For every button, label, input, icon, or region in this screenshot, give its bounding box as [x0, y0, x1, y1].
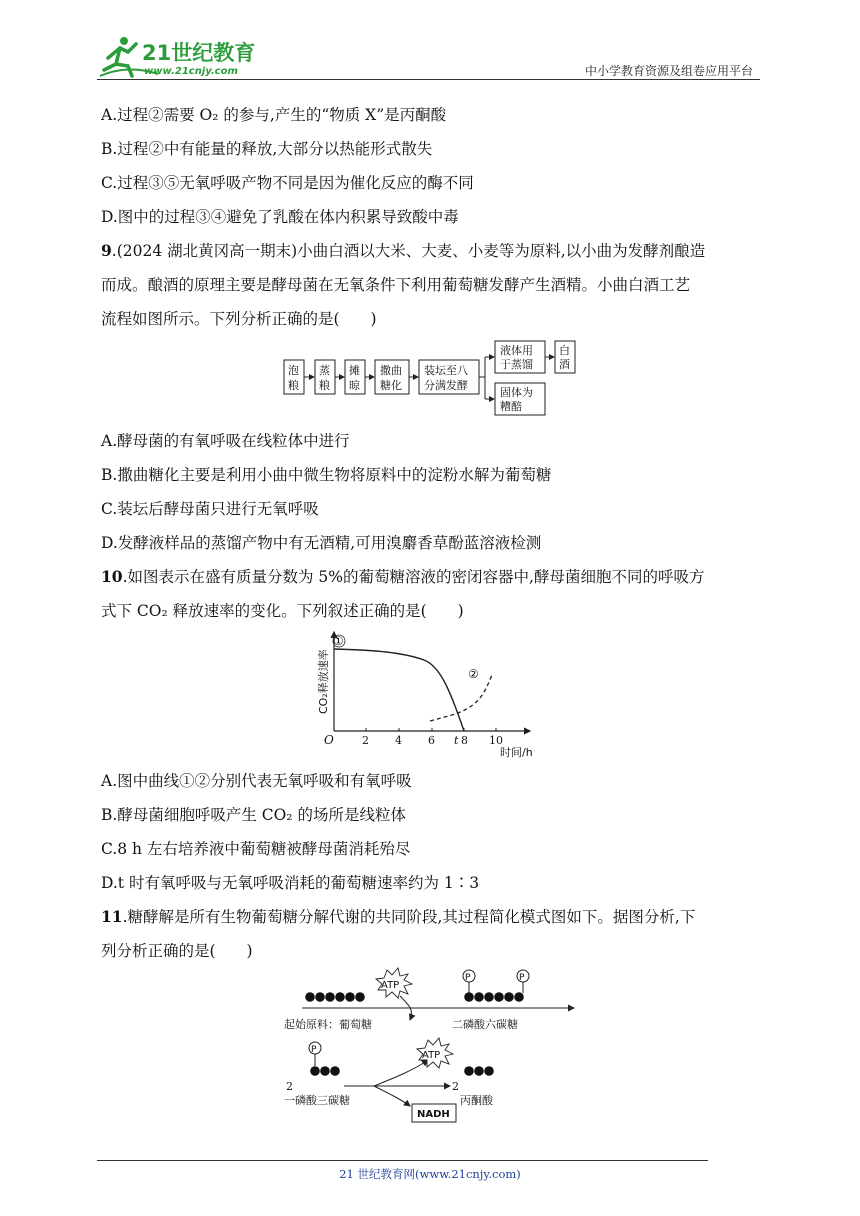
coef-pyruvate: 2 [452, 1080, 459, 1093]
svg-text:摊: 摊 [349, 364, 360, 377]
svg-text:于蒸馏: 于蒸馏 [500, 358, 533, 371]
q10-chart [312, 628, 552, 760]
svg-text:泡: 泡 [288, 364, 299, 377]
phospho-triose-molecule [309, 1042, 340, 1076]
svg-text:ATP: ATP [422, 1050, 441, 1061]
q9-option-c: C.装坛后酵母菌只进行无氧呼吸 [101, 500, 319, 518]
q10-option-b: B.酵母菌细胞呼吸产生 CO₂ 的场所是线粒体 [101, 806, 406, 824]
nadh-box [412, 1104, 456, 1122]
q8-option-c: C.过程③⑤无氧呼吸产物不同是因为催化反应的酶不同 [101, 174, 474, 192]
q9-stem-line-3: 流程如图所示。下列分析正确的是( ) [101, 310, 377, 328]
svg-text:ATP: ATP [381, 980, 400, 991]
x-tick-6: 6 [428, 734, 435, 747]
logo [98, 34, 258, 80]
q10-option-c: C.8 h 左右培养液中葡萄糖被酵母菌消耗殆尽 [101, 840, 411, 858]
q8-option-d: D.图中的过程③④避免了乳酸在体内积累导致酸中毒 [101, 208, 459, 226]
svg-text:液体用: 液体用 [500, 344, 533, 357]
svg-text:P: P [311, 1045, 317, 1055]
svg-text:粮: 粮 [319, 379, 330, 392]
q9-option-b: B.撒曲糖化主要是利用小曲中微生物将原料中的淀粉水解为葡萄糖 [101, 466, 552, 484]
flow-step-steam [315, 360, 335, 394]
q10-option-d: D.t 时有氧呼吸与无氧呼吸消耗的葡萄糖速率约为 1∶3 [101, 874, 480, 892]
svg-text:粮: 粮 [288, 379, 299, 392]
curve-1 [334, 649, 464, 731]
svg-text:固体为: 固体为 [500, 386, 533, 399]
q11-stem-line-2: 列分析正确的是( ) [101, 942, 253, 960]
logo-url: www.21cnjy.com [144, 66, 238, 77]
flow-step-saccharify [375, 360, 409, 394]
q10-stem-line-2: 式下 CO₂ 释放速率的变化。下列叙述正确的是( ) [101, 602, 464, 620]
origin-label: O [324, 733, 334, 747]
glucose-molecule [305, 992, 365, 1002]
x-tick-t: t [454, 734, 459, 747]
bisphosphate-hexose-molecule [463, 970, 529, 1002]
x-axis-label: 时间/h [500, 746, 533, 759]
footer-text: 21 世纪教育网(www.21cnjy.com) [339, 1167, 521, 1181]
x-tick-10: 10 [489, 734, 503, 747]
flow-step-soak [284, 360, 304, 394]
coef-triose: 2 [286, 1080, 293, 1093]
q9-number: 9 [101, 241, 112, 260]
curve-2-label: ② [468, 667, 479, 681]
label-start-glucose: 起始原料：葡萄糖 [284, 1018, 372, 1031]
svg-text:蒸: 蒸 [319, 364, 330, 377]
svg-text:P: P [465, 973, 471, 983]
svg-text:晾: 晾 [349, 379, 360, 392]
logo-text: 21世纪教育 [142, 41, 256, 65]
flow-end-liquor [555, 341, 575, 373]
page-header [0, 0, 860, 84]
flow-step-ferment [419, 360, 479, 394]
atp-burst-icon [376, 968, 412, 998]
svg-text:白: 白 [559, 344, 570, 357]
q9-option-d: D.发酵液样品的蒸馏产物中有无酒精,可用溴麝香草酚蓝溶液检测 [101, 534, 542, 552]
x-tick-4: 4 [395, 734, 402, 747]
svg-text:装坛至八: 装坛至八 [424, 364, 468, 377]
svg-text:糖化: 糖化 [380, 379, 402, 392]
y-axis-label: CO₂释放速率 [317, 649, 330, 714]
flow-branch-solid [495, 383, 545, 415]
flow-branch-liquid [495, 341, 545, 373]
curve-1-label: ① [333, 634, 344, 648]
q9-flowchart [282, 340, 578, 418]
flow-step-cool [345, 360, 365, 394]
q10-option-a: A.图中曲线①②分别代表无氧呼吸和有氧呼吸 [101, 772, 412, 790]
q8-option-a: A.过程②需要 O₂ 的参与,产生的“物质 X”是丙酮酸 [101, 106, 447, 124]
svg-text:酒: 酒 [559, 358, 570, 371]
q9-stem-line-1: 9.(2024 湖北黄冈高一期末)小曲白酒以大米、大麦、小麦等为原料,以小曲为发酵剂酿造 [101, 241, 706, 260]
curve-2 [430, 675, 492, 721]
svg-text:P: P [519, 973, 525, 983]
platform-name: 中小学教育资源及组卷应用平台 [585, 64, 754, 78]
q9-option-a: A.酵母菌的有氧呼吸在线粒体中进行 [101, 432, 350, 450]
q11-glycolysis-diagram [282, 966, 582, 1126]
label-phospho-triose: 一磷酸三碳糖 [284, 1094, 350, 1107]
label-bisphosphate-hexose: 二磷酸六碳糖 [452, 1018, 518, 1031]
q10-stem-line-1: 10.如图表示在盛有质量分数为 5%的葡萄糖溶液的密闭容器中,酵母菌细胞不同的呼吸方 [101, 567, 705, 586]
header-rule [97, 79, 760, 80]
q9-stem-line-2: 而成。酿酒的原理主要是酵母菌在无氧条件下利用葡萄糖发酵产生酒精。小曲白酒工艺 [101, 276, 691, 294]
svg-text:NADH: NADH [417, 1109, 450, 1120]
x-tick-2: 2 [362, 734, 369, 747]
svg-text:分满发酵: 分满发酵 [424, 379, 468, 392]
q11-stem-line-1: 11.糖酵解是所有生物葡萄糖分解代谢的共同阶段,其过程简化模式图如下。据图分析,下 [101, 907, 696, 926]
q11-number: 11 [101, 907, 123, 926]
svg-text:撒曲: 撒曲 [380, 364, 402, 377]
q8-option-b: B.过程②中有能量的释放,大部分以热能形式散失 [101, 140, 433, 158]
label-pyruvate: 丙酮酸 [460, 1094, 493, 1107]
svg-text:糟醅: 糟醅 [500, 400, 522, 413]
q10-number: 10 [101, 567, 123, 586]
pyruvate-molecule [464, 1066, 494, 1076]
footer-rule [97, 1160, 708, 1161]
x-tick-8: 8 [461, 734, 468, 747]
